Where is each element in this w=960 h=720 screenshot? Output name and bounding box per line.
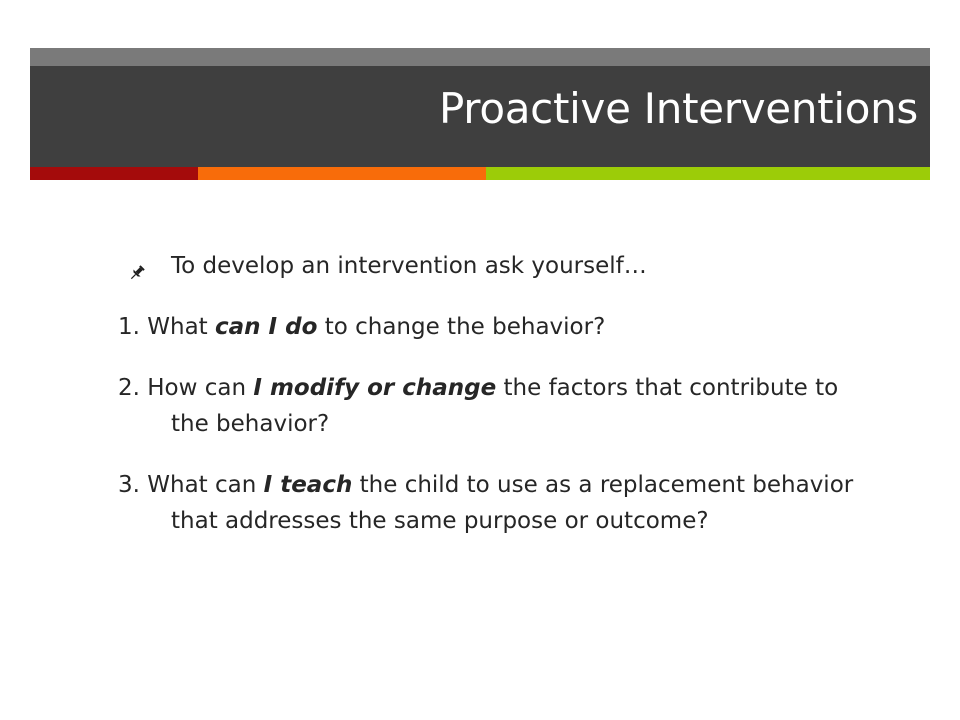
accent-segment-red	[30, 167, 198, 180]
item-number: 1.	[118, 314, 148, 340]
item-text: to change the behavior?	[317, 314, 606, 340]
slide-title: Proactive Interventions	[439, 84, 918, 133]
item-text: What can	[147, 472, 264, 498]
accent-bar	[30, 167, 930, 180]
bullet-item	[118, 248, 878, 284]
list-item	[118, 370, 878, 442]
item-emphasis: can I do	[215, 314, 318, 340]
list-item	[118, 467, 878, 539]
bullet-text: To develop an intervention ask yourself…	[171, 253, 647, 279]
item-emphasis: I teach	[263, 472, 353, 498]
item-number: 2.	[118, 375, 148, 401]
list-item	[118, 309, 878, 345]
accent-segment-orange	[198, 167, 486, 180]
slide-body	[118, 248, 878, 564]
item-text: the child to use as a replacement behavior that addresses the same purpose or outcome?	[171, 472, 854, 534]
accent-segment-green	[486, 167, 930, 180]
item-text: How can	[147, 375, 254, 401]
title-band	[30, 66, 930, 167]
item-text: the factors that contribute to the behavior?	[171, 375, 839, 437]
pushpin-icon	[128, 257, 146, 275]
header-top-strip	[30, 48, 930, 66]
item-text: What	[147, 314, 216, 340]
item-emphasis: I modify or change	[253, 375, 497, 401]
item-number: 3.	[118, 472, 148, 498]
